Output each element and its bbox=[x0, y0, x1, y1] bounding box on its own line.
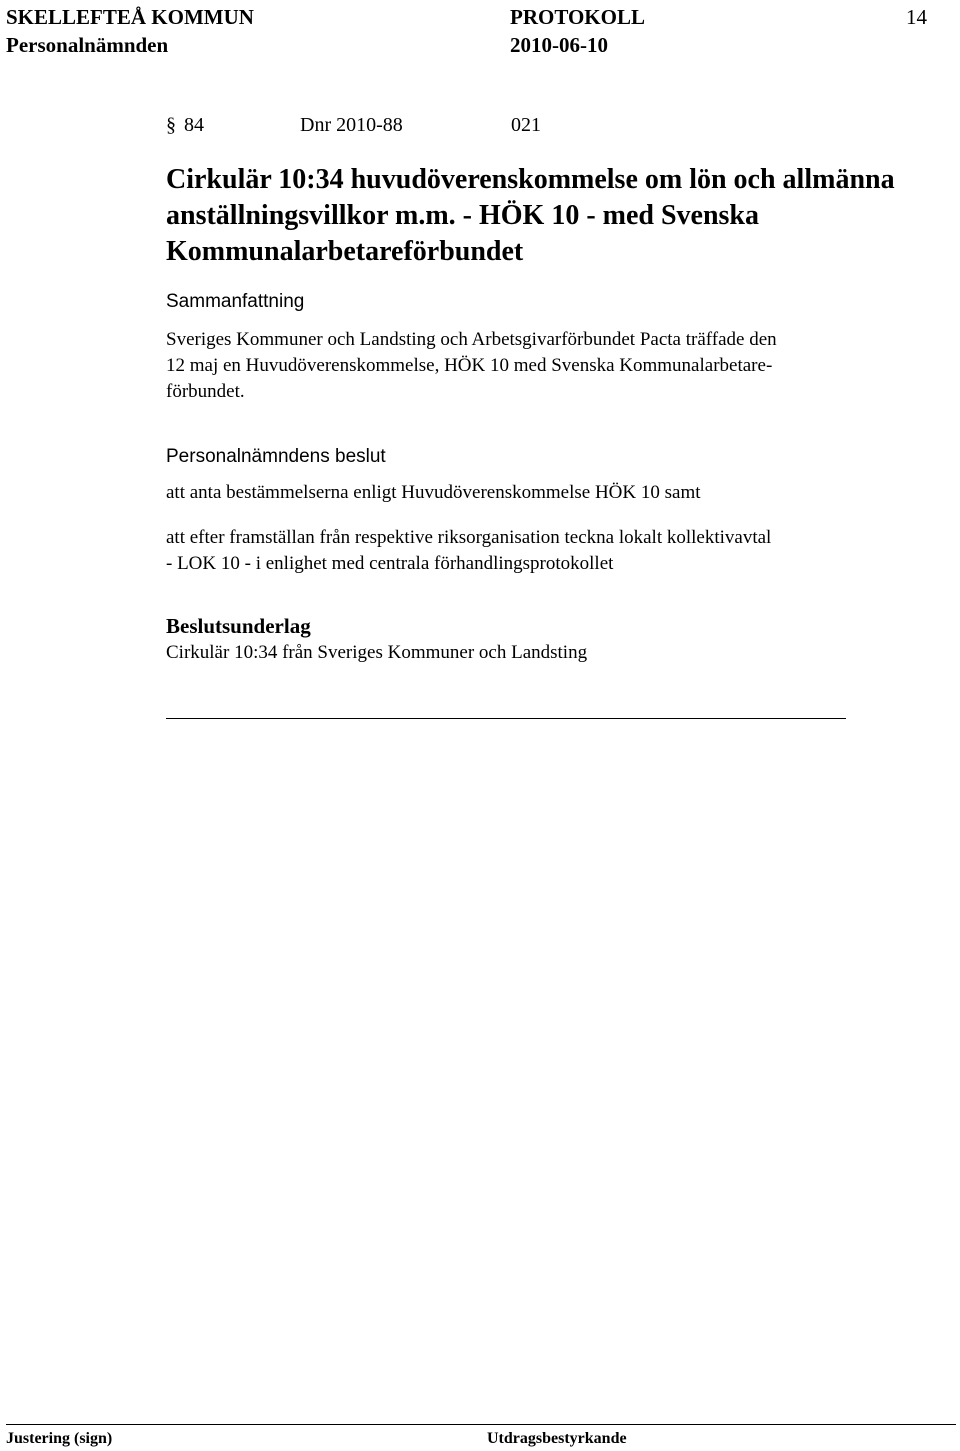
decision-heading: Personalnämndens beslut bbox=[166, 446, 386, 467]
decision-item: att anta bestämmelserna enligt Huvudöverenskommelse HÖK 10 samt bbox=[166, 482, 701, 503]
paragraph-number: 84 bbox=[184, 114, 204, 136]
title-line: Kommunalarbetareförbundet bbox=[166, 236, 524, 267]
dnr-code: 021 bbox=[511, 114, 541, 136]
committee-name: Personalnämnden bbox=[6, 33, 169, 57]
footer-rule bbox=[6, 1424, 956, 1425]
title-line: anställningsvillkor m.m. - HÖK 10 - med Svenska bbox=[166, 200, 760, 231]
dnr-number: Dnr 2010-88 bbox=[300, 114, 403, 136]
meeting-date: 2010-06-10 bbox=[510, 33, 608, 57]
decision-item: - LOK 10 - i enlighet med centrala förhandlingsprotokollet bbox=[166, 553, 614, 574]
basis-heading: Beslutsunderlag bbox=[166, 614, 311, 638]
organization-name: SKELLEFTEÅ KOMMUN bbox=[6, 5, 254, 29]
decision-item: att efter framställan från respektive riksorganisation teckna lokalt kollektivavtal bbox=[166, 527, 772, 548]
signature-label: Justering (sign) bbox=[6, 1430, 113, 1447]
summary-heading: Sammanfattning bbox=[166, 291, 305, 312]
summary-line: Sveriges Kommuner och Landsting och Arbetsgivarförbundet Pacta träffade den bbox=[166, 329, 777, 350]
summary-line: förbundet. bbox=[166, 381, 245, 402]
section-end-rule bbox=[166, 718, 846, 719]
page-number: 14 bbox=[906, 5, 927, 29]
certification-label: Utdragsbestyrkande bbox=[487, 1430, 627, 1447]
title-line: Cirkulär 10:34 huvudöverenskommelse om lön och allmänna bbox=[166, 164, 895, 195]
paragraph-symbol: § bbox=[166, 114, 176, 136]
summary-line: 12 maj en Huvudöverenskommelse, HÖK 10 med Svenska Kommunalarbetare- bbox=[166, 355, 773, 376]
document-type: PROTOKOLL bbox=[510, 5, 645, 29]
basis-text: Cirkulär 10:34 från Sveriges Kommuner och Landsting bbox=[166, 642, 588, 663]
